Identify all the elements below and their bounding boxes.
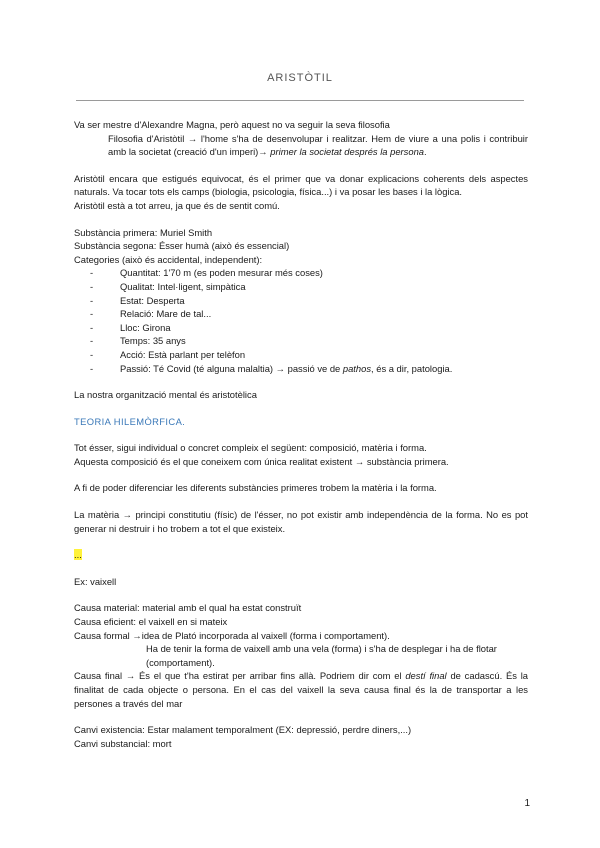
intro-philosophy-emphasis: primer la societat després la persona [270,146,425,158]
categories-intro: Categories (això és accidental, independent): [74,253,263,265]
title-divider [76,100,524,101]
list-item: - Quantitat: 1'70 m (es poden mesurar més coses) [90,266,528,280]
list-item: - Lloc: Girona [90,321,528,335]
paragraph-natural-aspects: Aristòtil encara que estigués equivocat, és el primer que va donar explicacions coherents dels aspectes naturals. Va tocar tots els camps (biologia, psicologia, física...) i va posar les bases i la lògica. [74,172,528,198]
passio-end: , és a dir, patologia. [371,362,453,374]
theory-line-1: Tot ésser, sigui individual o concret compleix el següent: composició, matèria i forma. [74,442,427,454]
passio-text: Passió: Té Covid (té alguna malaltia) → passió ve de [120,362,343,374]
list-item-passio [90,362,528,376]
change-existence: Canvi existencia: Estar malament temporalment (EX: depressió, perdre diners,...) [74,724,412,736]
highlighted-ellipsis [74,548,528,562]
paragraph-common-sense: Aristòtil està a tot arreu, ja que és de sentit comú. [74,199,280,211]
mental-organization: La nostra organització mental és aristotèlica [74,389,257,401]
substance-first: Substància primera: Muriel Smith [74,226,213,238]
page-number: 1 [524,798,530,809]
cause-final-text: Causa final → És el que t'ha estirat per arribar fins allà. Podriem dir com el [74,670,406,682]
cause-final-end: de cadascú. És la finalitat de cada objecte o persona. En el cas del vaixell la seva causa final és la de transportar a les persones a través del mar [74,670,529,709]
categories-list [74,266,528,375]
substance-second: Substància segona: Ésser humà (això és essencial) [74,240,290,252]
document-title: ARISTÒTIL [267,72,333,84]
list-item: - Relació: Mare de tal... [90,307,528,321]
list-item: - Acció: Està parlant per telèfon [90,348,528,362]
list-item: - Estat: Desperta [90,294,528,308]
intro-line: Va ser mestre d'Alexandre Magna, però aquest no va seguir la seva filosofia [74,119,390,130]
list-item: - Temps: 35 anys [90,334,528,348]
cause-final [74,669,528,710]
theory-line-2: Aquesta composició és el que coneixem com única realitat existent → substància primera. [74,455,449,467]
intro-philosophy [74,132,528,159]
passio-emphasis: pathos [342,362,372,374]
cause-efficient: Causa eficient: el vaixell en si mateix [74,616,228,628]
cause-formal: Causa formal →idea de Plató incorporada al vaixell (forma i comportament). [74,629,390,641]
cause-formal-detail: Ha de tenir la forma de vaixell amb una vela (forma) i s'ha de desplegar i ha de flotar (comportament). [146,643,497,668]
theory-line-3: A fi de poder diferenciar les diferents substàncies primeres trobem la matèria i la forma. [74,482,437,494]
cause-final-emphasis: destí final [405,670,447,682]
list-item: - Qualitat: Intel·ligent, simpàtica [90,280,528,294]
change-substantial: Canvi substancial: mort [74,737,172,749]
theory-matter: La matèria → principi constitutiu (físic) de l'ésser, no pot existir amb independència de la forma. No es pot generar ni destruir i ho trobem a tot el que existeix. [74,509,528,534]
example-label: Ex: vaixell [74,575,117,587]
document-body [74,118,528,750]
intro-philosophy-end: . [424,146,427,158]
highlight-mark: ... [74,549,82,561]
section-heading: TEORIA HILEMÒRFICA. [74,415,186,427]
cause-material: Causa material: material amb el qual ha estat construït [74,602,302,614]
intro-philosophy-text: Filosofia d'Aristòtil → l'home s'ha de desenvolupar i realitzar. Hem de viure a una polis i contribuir amb la societat (creació d'un imperi)→ [108,132,528,158]
